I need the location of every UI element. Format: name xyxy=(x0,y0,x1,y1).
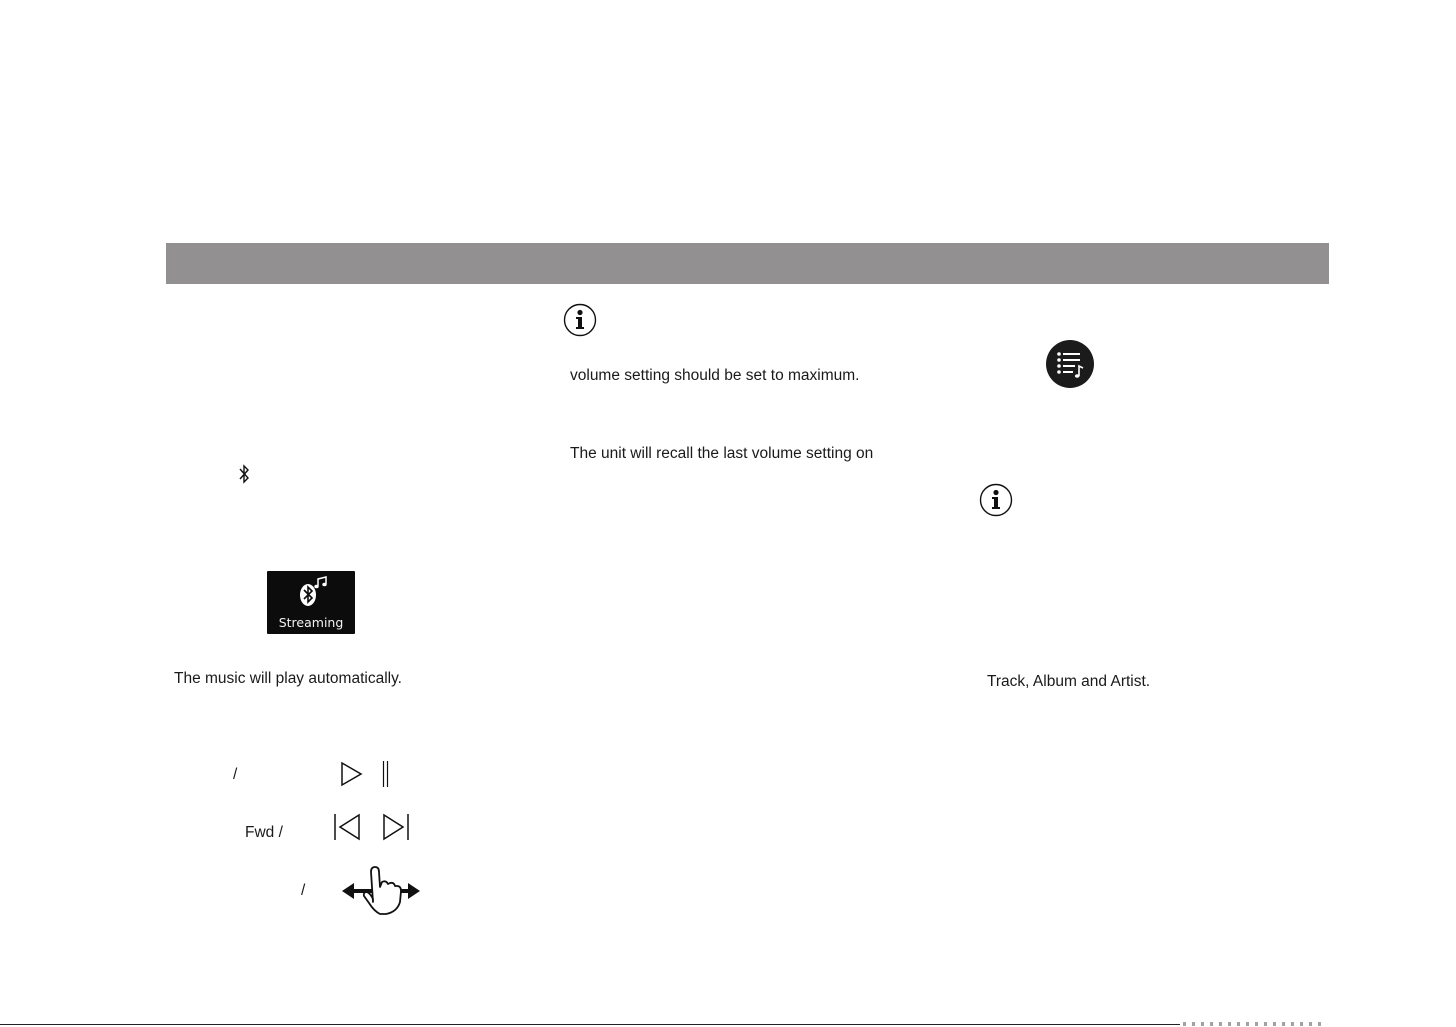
autoplay-text: The music will play automatically. xyxy=(174,670,402,687)
bluetooth-icon xyxy=(237,463,251,485)
streaming-label: Streaming xyxy=(278,615,344,630)
bluetooth-streaming-tile[interactable] xyxy=(267,571,355,634)
swipe-slash: / xyxy=(301,882,306,899)
metadata-text: Track, Album and Artist. xyxy=(987,673,1151,690)
play-pause-slash: / xyxy=(233,766,238,783)
section-header-bar xyxy=(166,243,1329,284)
fwd-label: Fwd / xyxy=(245,824,283,841)
swipe-hand-icon[interactable] xyxy=(340,862,422,918)
bluetooth-music-icon xyxy=(296,576,330,610)
playlist-music-icon xyxy=(1055,349,1085,379)
info-icon xyxy=(979,483,1013,517)
volume-recall-text: The unit will recall the last volume setting on xyxy=(570,445,874,462)
footer-rule xyxy=(0,1024,1180,1025)
volume-note-text: volume setting should be set to maximum. xyxy=(570,367,860,384)
info-icon xyxy=(563,303,597,337)
footer-faint-text xyxy=(1183,1022,1323,1026)
skip-back-icon[interactable] xyxy=(333,813,363,841)
pause-icon[interactable] xyxy=(381,760,391,788)
play-icon[interactable] xyxy=(340,761,364,787)
skip-forward-icon[interactable] xyxy=(381,813,411,841)
playlist-button[interactable] xyxy=(1046,340,1094,388)
